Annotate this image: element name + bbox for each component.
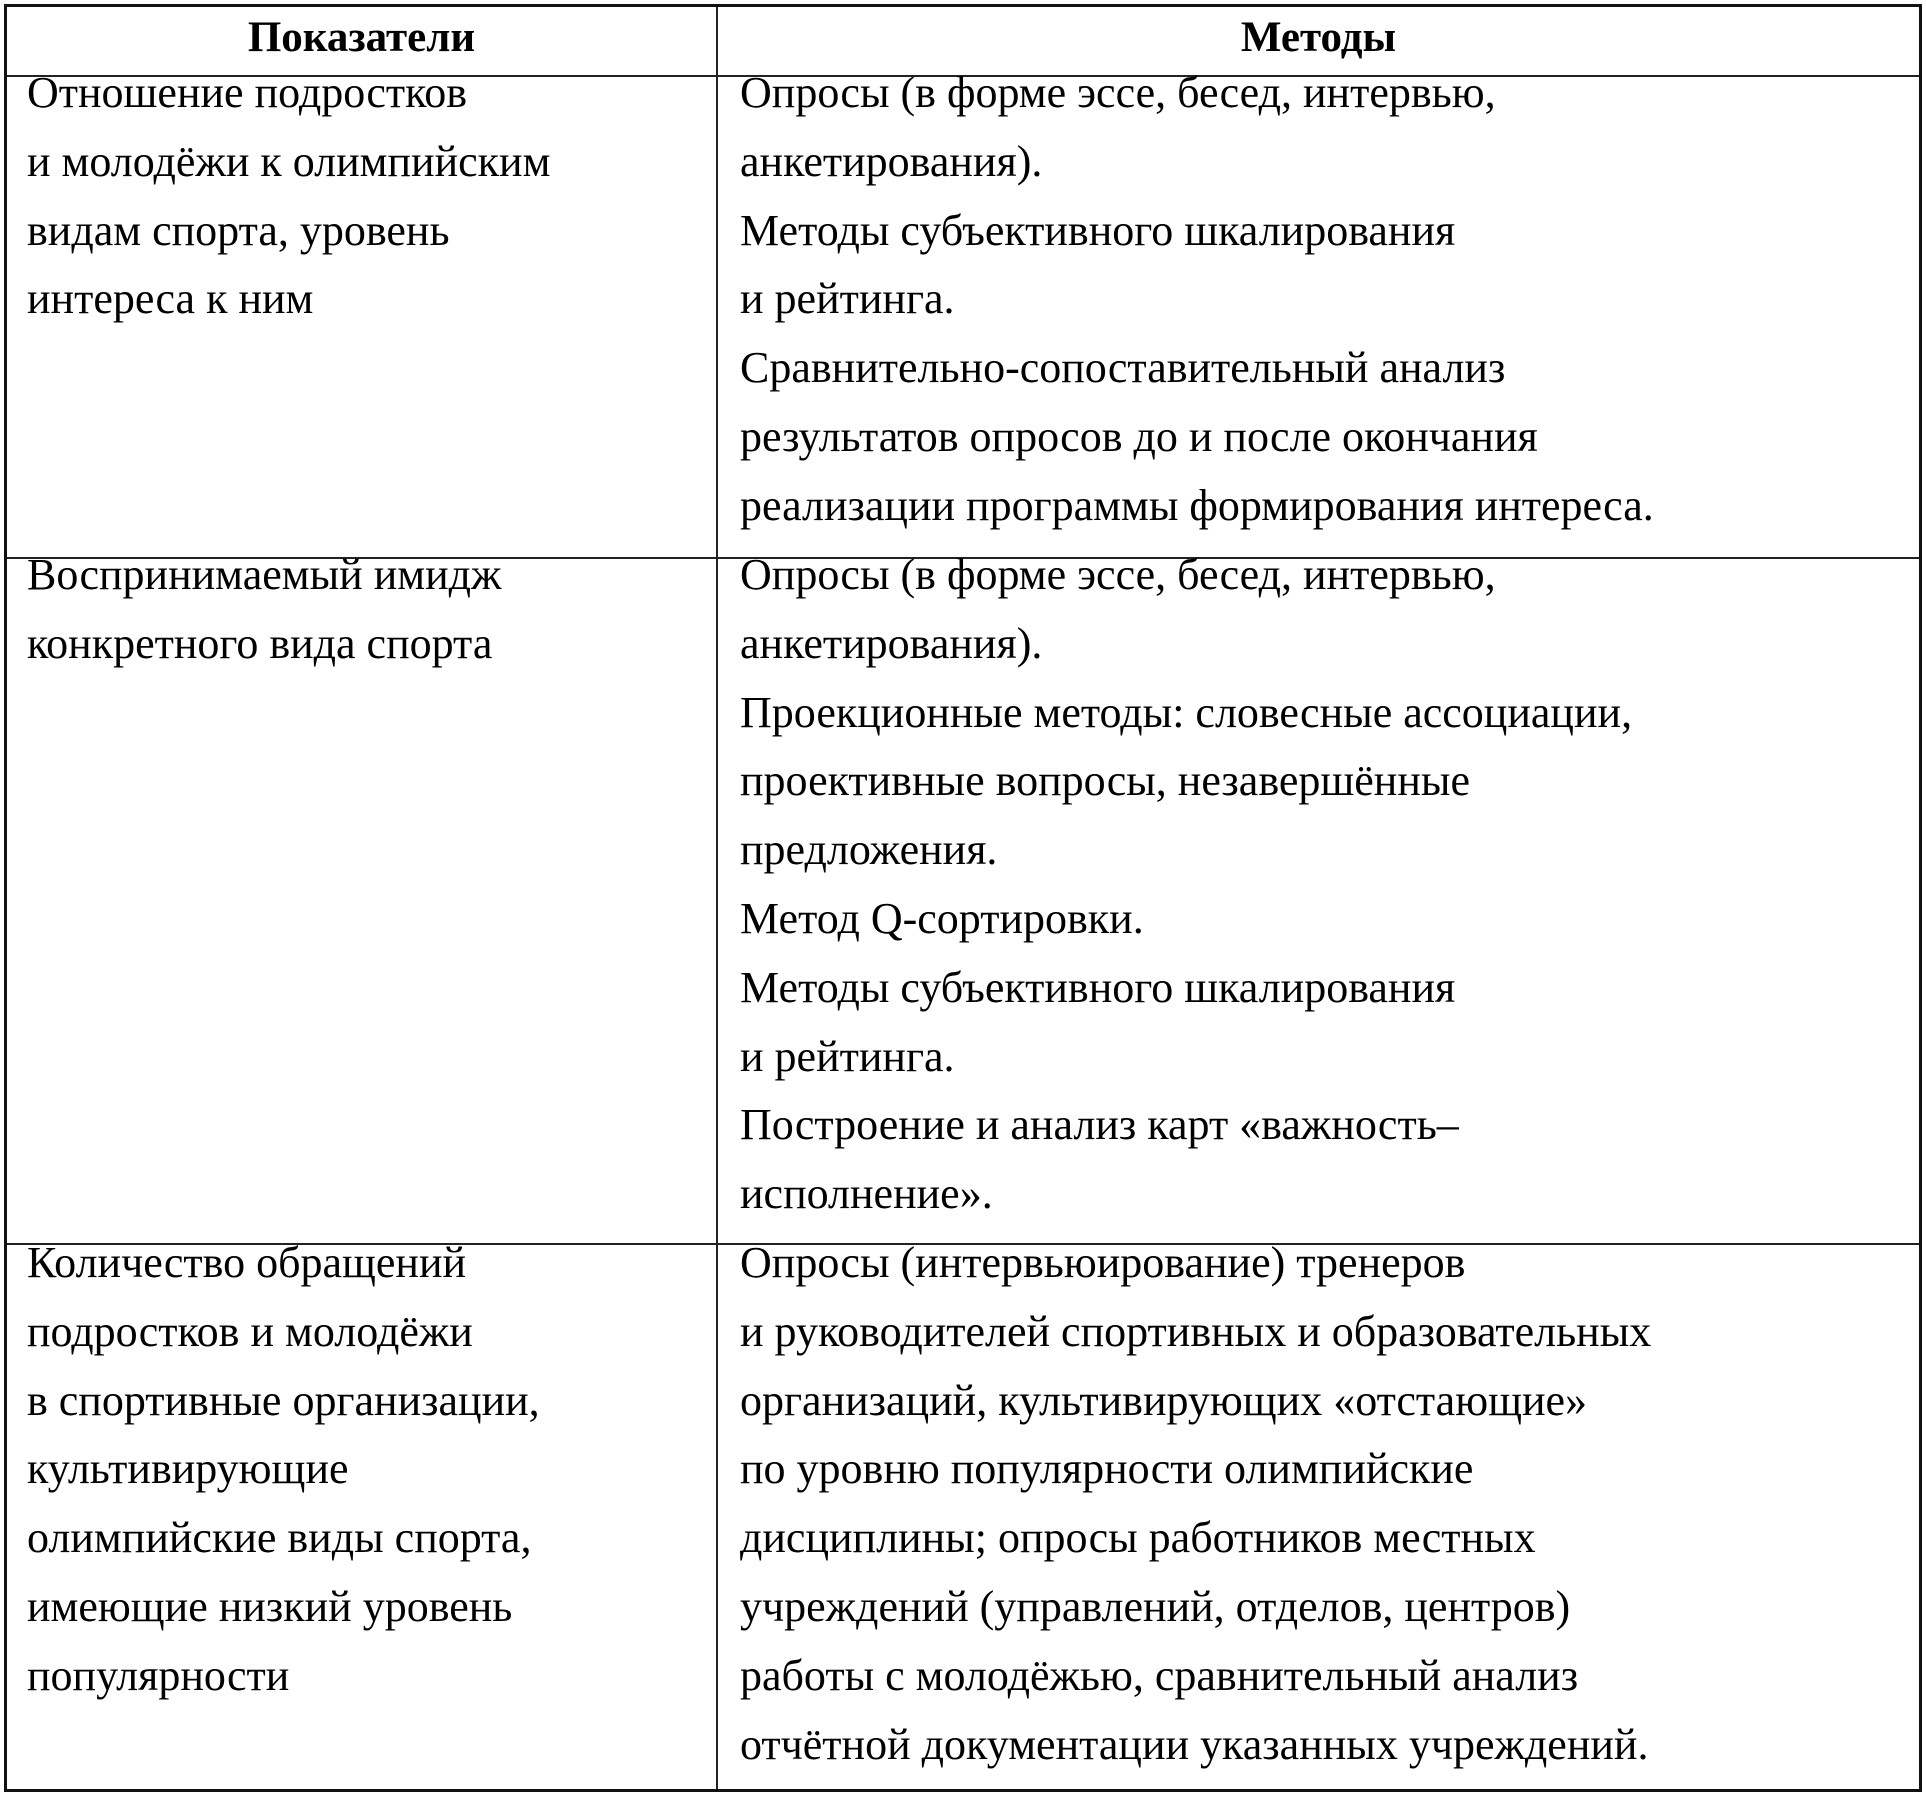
- text-line: конкретного вида спорта: [27, 618, 493, 668]
- text-line: Опросы (в форме эссе, бесед, интервью,: [740, 550, 1496, 599]
- text-line: культивирующие: [27, 1444, 349, 1494]
- row-3-indicator: [27, 1229, 540, 1711]
- text-line: Воспринимаемый имидж: [27, 550, 502, 599]
- text-line: и рейтинга.: [740, 1031, 955, 1081]
- text-line: работы с молодёжью, сравнительный анализ: [740, 1650, 1579, 1700]
- text-line: реализации программы формирования интереса.: [740, 480, 1654, 530]
- text-line: дисциплины; опросы работников местных: [740, 1513, 1536, 1563]
- text-line: подростков и молодёжи: [27, 1306, 473, 1356]
- text-line: отчётной документации указанных учреждений.: [740, 1719, 1649, 1769]
- indicators-methods-table: [4, 4, 1922, 1792]
- text-line: проективные вопросы, незавершённые: [740, 756, 1470, 806]
- text-line: интереса к ним: [27, 274, 314, 324]
- text-line: Опросы (интервьюирование) тренеров: [740, 1238, 1466, 1287]
- text-line: имеющие низкий уровень: [27, 1581, 513, 1631]
- text-line: олимпийские виды спорта,: [27, 1513, 532, 1563]
- text-line: анкетирования).: [740, 618, 1043, 668]
- text-line: Отношение подростков: [27, 68, 468, 117]
- text-line: Количество обращений: [27, 1238, 467, 1287]
- text-line: Построение и анализ карт «важность–: [740, 1100, 1459, 1150]
- text-line: учреждений (управлений, отделов, центров): [740, 1581, 1571, 1631]
- row-2-methods: [740, 541, 1632, 1229]
- text-line: Опросы (в форме эссе, бесед, интервью,: [740, 68, 1496, 117]
- header-indicators: Показатели: [247, 14, 476, 61]
- text-line: по уровню популярности олимпийские: [740, 1444, 1474, 1494]
- text-line: Методы субъективного шкалирования: [740, 205, 1456, 255]
- text-line: результатов опросов до и после окончания: [740, 411, 1538, 461]
- column-divider: [716, 7, 718, 1789]
- text-line: предложения.: [740, 825, 998, 875]
- text-line: исполнение».: [740, 1169, 993, 1219]
- text-line: и руководителей спортивных и образовательных: [740, 1306, 1652, 1356]
- text-line: Методы субъективного шкалирования: [740, 962, 1456, 1012]
- text-line: организаций, культивирующих «отстающие»: [740, 1375, 1588, 1425]
- text-line: популярности: [27, 1650, 290, 1700]
- text-line: видам спорта, уровень: [27, 205, 450, 255]
- row-3-methods: [740, 1229, 1651, 1779]
- header-methods: Методы: [1240, 14, 1397, 61]
- text-line: Проекционные методы: словесные ассоциации,: [740, 687, 1633, 737]
- row-2-indicator: [27, 541, 501, 679]
- row-1-indicator: [27, 59, 550, 334]
- row-1-methods: [740, 59, 1654, 541]
- text-line: и рейтинга.: [740, 274, 955, 324]
- text-line: Метод Q-сортировки.: [740, 893, 1144, 943]
- text-line: Сравнительно-сопоставительный анализ: [740, 343, 1506, 393]
- text-line: в спортивные организации,: [27, 1375, 540, 1425]
- text-line: анкетирования).: [740, 136, 1043, 186]
- text-line: и молодёжи к олимпийским: [27, 136, 551, 186]
